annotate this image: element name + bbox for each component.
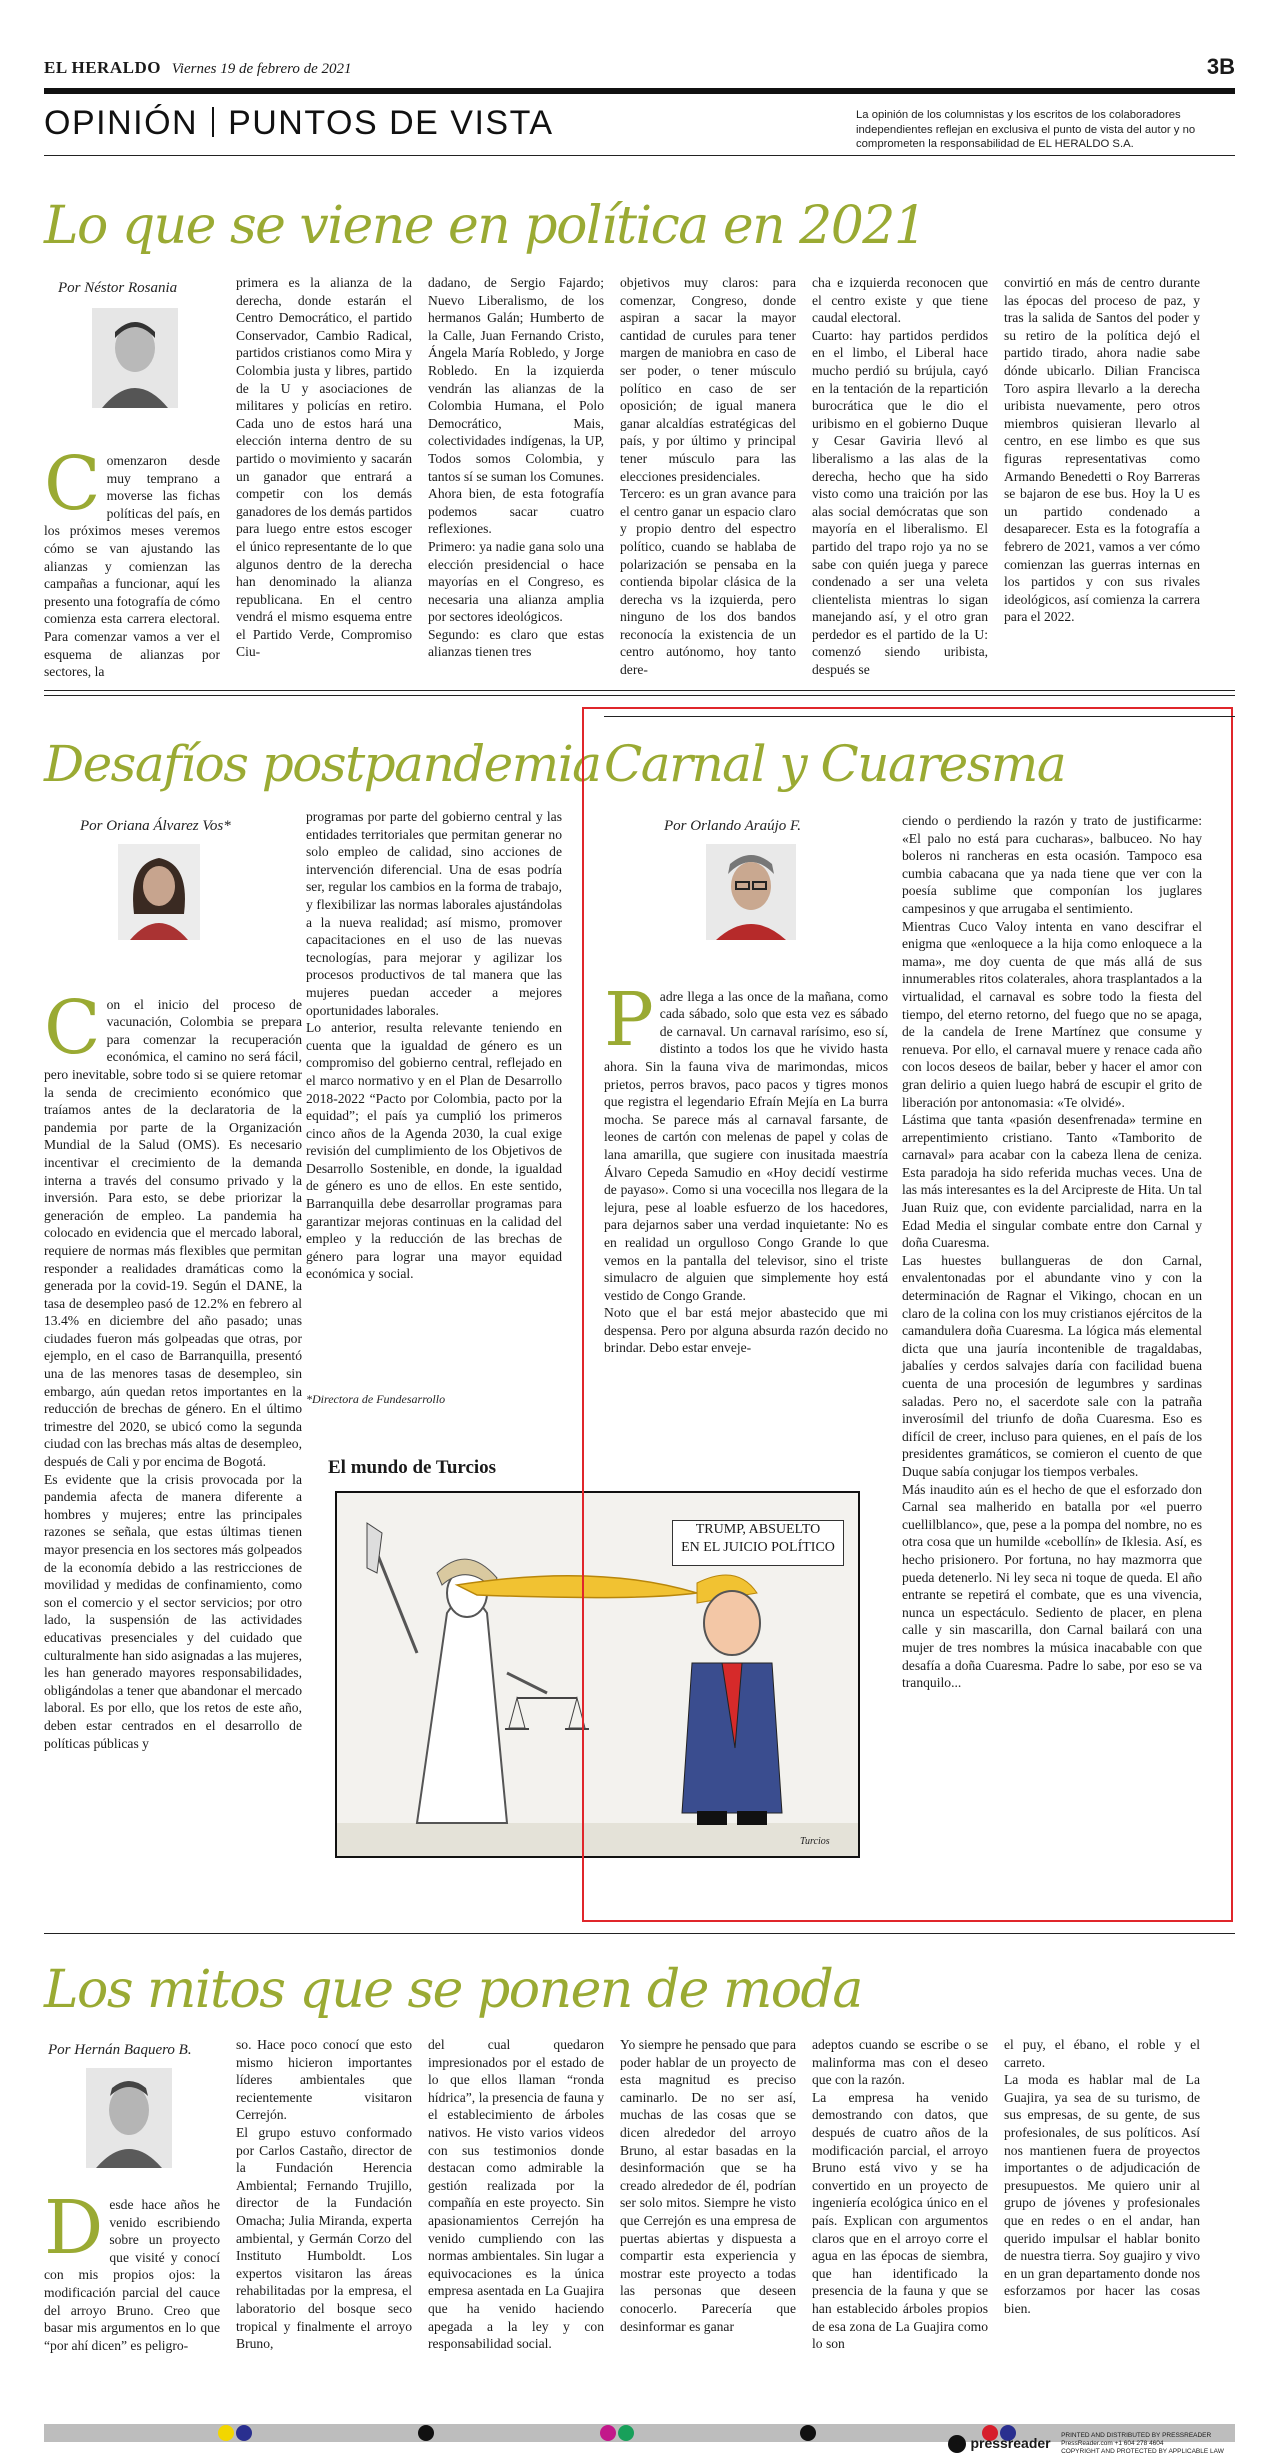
registration-dot-green bbox=[618, 2425, 634, 2441]
cartoon-caption-line2: EN EL JUICIO POLÍTICO bbox=[681, 1540, 835, 1555]
section-divider bbox=[212, 107, 214, 137]
article1-col-4: objetivos muy claros: para comenzar, Congreso, donde aspiran a sacar la mayor cantidad de curules para tener margen de maniobra en caso de ser poder, o tener músculo político en caso de ser oposición; de igual manera ganar alcaldías estratégicas del país, y por último y principal tener músculo para las elecciones presidenciales. Tercero: es un gran avance para el centro ganar un espacio claro y propio dentro del espectro político, cuando se hablaba de polarización se pensaba en la contienda bipolar clásica de la derecha vs la izquierda, pero ninguno de los dos bandos reconocía la existencia de un centro autónomo, hoy tanto dere- bbox=[620, 275, 796, 678]
article3-text-1: adre llega a las once de la mañana, como cada sábado, solo que esta vez es sábado de carnaval. Un carnaval rarísimo, eso sí, distinto a todos los que he vivido hasta ahora. Sin la fauna viva de marimondas, micos prietos, perros bravos, paco pacos y tigres monos que registra el legendario Efraín Mejía en La burra mocha. Se parece más al carnaval farsante, de leones de cartón con melenas de papel y colas de lana amarilla, que sugiere con inusitada maestría Álvaro Cepeda Samudio en «Hoy decidí vestirme de payaso». Como si una vocecilla nos llegara de la lejura, pese al loable esfuerzo de los hacedores, para dejarnos saber una verdad inquietante: No es en realidad un orgulloso Congo Grande lo que vemos en la pantalla del televisor, sino el triste simulacro de alguien que simplemente hoy está vestido de Congo Grande. Noto que el bar está mejor abastecido que mi despensa. Pero por alguna absurda razón decido no brindar. Debo estar enveje- bbox=[604, 988, 888, 1356]
author-portrait-rosania bbox=[92, 308, 178, 408]
article1-col-3: dadano, de Sergio Fajardo; Nuevo Liberalismo, de los hermanos Galán; Humberto de la Calle, Juan Fernando Cristo, Ángela María Robledo, y Jorge Robledo. En la izquierda vendrán las alianzas de la Colombia Humana, el Polo Democrático, Mais, colectividades indígenas, la UP, Todos somos Colombia, y tantos sí se suman los Comunes. Ahora bien, de esta fotografía podemos sacar cuatro reflexiones. Primero: ya nadie gana solo una elección presidencial o hace mayorías en el Congreso, es necesaria una alianza amplia por sectores ideológicos. Segundo: es claro que estas alianzas tienen tres bbox=[428, 275, 604, 660]
article3-title: Carnal y Cuaresma bbox=[604, 735, 1066, 793]
article4-col-3: del cual quedaron impresionados por el estado de lo que ellos llaman “ronda hídrica”, la presencia de fauna y el establecimiento de árboles nativos. He visto varios videos con sus testimonios donde destacan como admirable la gestión realizada por la compañía en este proyecto. Sin apasionamientos Cerrejón ha venido cumpliendo con las normas ambientales. Sin lugar a equivocaciones es la única empresa asentada en La Guajira que ha venido haciendo apegada a la ley y con responsabilidad social. bbox=[428, 2037, 604, 2352]
article4-col-2: so. Hace poco conocí que esto mismo hicieron importantes líderes ambientales que recientemente visitaron Cerrejón. El grupo estuvo conformado por Carlos Castaño, director de la Fundación Herencia Ambiental; Fernando Trujillo, director de la Fundación Omacha; Julia Miranda, experta ambiental, y Germán Corzo del Instituto Humboldt. Los expertos visitaron las áreas rehabilitadas por la empresa, el laboratorio del bosque seco tropical y finalmente el arroyo Bruno, bbox=[236, 2037, 412, 2352]
registration-dot-yellow bbox=[218, 2425, 234, 2441]
author-portrait-alvarez bbox=[118, 844, 200, 940]
article4-text-1: esde hace años he venido escribiendo sobre un proyecto que visité y conocí con mis propios ojos: la modificación parcial del cauce del arroyo Bruno. Creo que basar mis argumentos en lo que “por ahí dicen” es peligro- bbox=[44, 2197, 220, 2353]
article4-col-6: el puy, el ébano, el roble y el carreto. La moda es hablar mal de La Guajira, ya sea de su turismo, de sus empresas, de su gente, de sus profesionales, de sus políticos. Así nos mantienen fuera de proyectos importantes o de adjudicación de presupuestos. Me quiero unir al grupo de jóvenes y profesionales que en redes o en el andar, han querido impulsar el hablar bonito de nuestra tierra. Soy guajiro y vivo en un gran departamento donde nos esforzamos por hacer las cosas bien. bbox=[1004, 2037, 1200, 2316]
article3-col-2: ciendo o perdiendo la razón y trato de justificarme: «El palo no está para cucharas», balbuceo. No hay boleros ni rancheras en esta ocasión. Tampoco esa cumbia cabacana que ya nada tiene que ver con la poesía sublime que componían los juglares campesinos y que arrugaba el sentimiento. Mientras Cuco Valoy intenta en vano descifrar el enigma que «enloquece a la hija como enloquece a la mama», me doy cuenta de que más allá de sus innumerables ritos colaterales, ahora trasplantados a la virtualidad, el carnaval es sobre todo la fiesta del tiempo, del eterno retorno, del fuego que no se apaga, de la candela de Irene Martínez que consume y renueva. Por ello, el carnaval muere y renace cada año con locos deseos de bailar, beber y hacer el amor con gran delirio a quien luego habrá de escupir el grito de liberación por antonomasia: «Te olvidé». Lástima que tanta «pasión desenfrenada» termine en arrepentimiento cristiano. Tanto «Tamborito de carnaval» para acabar con la cabeza llena de ceniza. Esta paradoja ha sido referida muchas veces. Una de las más interesantes es la del Arcipreste de Hita. Un tal Juan Ruiz que, con evidente parcialidad, narra en la Edad Media el singular combate entre don Carnal y doña Cuaresma. Las huestes bullangueras de don Carnal, envalentonadas por el abundante vino y con la determinación de Ragnar el Vikingo, chocan en un claro de la colina con los muy cristianos ejércitos de la camandulera doña Cuaresma. La lógica más elemental dicta que una jauría incontenible de tragaldabas, jabalíes y cerdos salvajes daría con facilidad buena cuenta de una procesión de legumbres y sardinas saladas. Pero no, el sacerdote sale con la patraña inverosímil del triunfo de doña Cuaresma. Eso es difícil de creer, incluso para quienes, en el país de los presidentes gramáticos, se comieron el cuento de que Duque sabía conjugar los tiempos verbales. Más inaudito aún es el hecho de que el esforzado don Carnal sea malherido en batalla por «el puerro cuellilblanco», que, pese a la pompa del nombre, no es otra cosa que un humilde «cebollín» de Iklesia. Así, es hecho prisionero. Por fortuna, no hay mazmorra que pueda detenerlo. Ni ley seca ni toque de queda. El año entrante se repetirá el combate, que es una vivencia, nunca un espectáculo. Sediento de placer, en plena calle y sin mascarilla, don Carnal bailará con una mujer de tres nombres la música inacabable con que desafía a doña Cuaresma. Padre lo sabe, por eso se va tranquilo... bbox=[902, 813, 1202, 1691]
article4-title: Los mitos que se ponen de moda bbox=[44, 1960, 862, 2020]
article4-dropcap: D bbox=[44, 2185, 104, 2271]
header-rule bbox=[44, 88, 1235, 94]
registration-dot-black-2 bbox=[800, 2425, 816, 2441]
article2-dropcap: C bbox=[44, 984, 101, 1071]
section-rule bbox=[44, 155, 1235, 156]
article2-col-1 bbox=[44, 978, 302, 1868]
pressreader-icon bbox=[948, 2435, 966, 2453]
article1-bottom-rule bbox=[44, 690, 1235, 691]
article2-footnote: *Directora de Fundesarrollo bbox=[306, 1392, 446, 1406]
cartoon-signature: Turcios bbox=[800, 1836, 830, 1847]
article1-col-5: cha e izquierda reconocen que el centro existe y que tiene caudal electoral. Cuarto: hay partidos perdidos en el limbo, el Liberal hace mucho perdió su brújula, cayó en la tentación de la repartición burocrática que le dio el uribismo en el gobierno Duque y Cesar Gaviria llevó al liberalismo a las alas de la derecha, hecho que ha sido visto como una traición por las alas social demócratas que son mayoría en el liberalismo. El partido del trapo rojo ya no se sabe con quién juega y parece condenado a ser una veleta clientelista mientras lo sigan manejando así, y el otro gran perdedor es el partido de la U: comenzó siendo uribista, después se bbox=[812, 275, 988, 678]
article1-col-6: convirtió en más de centro durante las épocas del proceso de paz, y tras la salida de Santos del poder y su retiro de la política dejó el partido tirado, ahora nadie sabe dónde ubicarlo. Dilian Francisca Toro aspira llevarlo a la derecha uribista nuevamente, pero otros miembros quisieran llevarlo al centro, en ese limbo es que sus figuras representativas como Armando Benedetti o Roy Barreras se bajaron de ese bus. Hoy la U es un partido condenado a desaparecer. Esta es la fotografía a febrero de 2021, vamos a ver cómo comienzan las guerras internas en los partidos y con sus rivales ideológicos, así comienza la carrera para el 2022. bbox=[1004, 275, 1200, 625]
article3-dropcap: P bbox=[604, 976, 654, 1063]
article4-top-rule bbox=[44, 1933, 1235, 1934]
page-number: 3B bbox=[1206, 54, 1235, 79]
author-portrait-baquero bbox=[86, 2068, 172, 2168]
section-name: OPINIÓN bbox=[44, 104, 199, 142]
article4-col-4: Yo siempre he pensado que para poder hablar de un proyecto de esta magnitud es preciso caminarlo. De no ser así, muchas de las cosas que se dicen alrededor del arroyo Bruno, al estar basadas en la desinformación que se ha creado alrededor de él, podrían ser solo mitos. Siempre he visto que Cerrejón es una empresa de puertas abiertas y dispuesta a compartir esta experiencia y mostrar este proyecto a todas las personas que deseen conocerlo. Parecería que desinformar es ganar bbox=[620, 2037, 796, 2334]
article4-col-5: adeptos cuando se escribe o se malinforma mas con el deseo que con la razón. La empresa ha venido demostrando con datos, que después de cuatro años de la modificación parcial, el arroyo Bruno está vivo y se ha convertido en un proyecto de ingeniería ecológica único en el país. Explican con argumentos claros que en el arroyo corre el agua en las épocas de siembra, que han identificado la presencia de la fauna y que se han establecido árboles propios de esa zona de La Guajira como lo son bbox=[812, 2037, 988, 2352]
pressreader-line2: PressReader.com +1 604 278 4604 bbox=[1061, 2440, 1164, 2447]
article1-byline: Por Néstor Rosania bbox=[58, 280, 178, 296]
article1-bottom-rule-2 bbox=[44, 695, 1235, 696]
subsection-name: PUNTOS DE VISTA bbox=[228, 104, 554, 142]
article1-dropcap: C bbox=[44, 441, 101, 527]
article4-byline: Por Hernán Baquero B. bbox=[48, 2042, 192, 2058]
article3-col-1 bbox=[604, 970, 888, 1490]
article1-col-1 bbox=[44, 441, 220, 680]
cartoon-caption-line1: TRUMP, ABSUELTO bbox=[695, 1522, 821, 1537]
article3-byline: Por Orlando Araújo F. bbox=[664, 818, 801, 834]
registration-dot-blue bbox=[236, 2425, 252, 2441]
pressreader-small-print bbox=[1061, 2432, 1224, 2456]
registration-dot-black bbox=[418, 2425, 434, 2441]
article2-col-2: programas por parte del gobierno central y las entidades territoriales que permitan generar no solo empleo de calidad, sino acciones de intervención diferencial. Una de esas podría ser, regular los cambios en la forma de trabajo, y flexibilizar las normas laborales ajustándolas a la nueva realidad; así mismo, promover capacitaciones en el uso de las nuevas tecnologías, para mejorar y agilizar los procesos productivos de tal manera que las mujeres puedan acceder a mejores oportunidades laborales. Lo anterior, resulta relevante teniendo en cuenta que la igualdad de género es un compromiso del gobierno central, reflejado en el marco normativo y en el Plan de Desarrollo 2018-2022 “Pacto por Colombia, pacto por la equidad”; el país ya cumplió los primeros cinco años de la Agenda 2030, la cual exige revisión del cumplimiento de los Objetivos de Desarrollo Sostenible, en donde, la igualdad de género es uno de ellos. En este sentido, Barranquilla debe desarrollar programas para garantizar mejoras continuas en la calidad del empleo y la reducción de las brechas de género para lograr una mayor equidad económica y social. bbox=[306, 809, 562, 1282]
issue-date: Viernes 19 de febrero de 2021 bbox=[171, 61, 352, 77]
author-portrait-araujo bbox=[706, 844, 796, 940]
masthead bbox=[44, 58, 352, 78]
article1-title: Lo que se viene en política en 2021 bbox=[44, 196, 926, 256]
article3-top-rule bbox=[604, 716, 1235, 717]
registration-dot-magenta bbox=[600, 2425, 616, 2441]
pressreader-line3: COPYRIGHT AND PROTECTED BY APPLICABLE LAW bbox=[1061, 2448, 1224, 2455]
cartoon-title: El mundo de Turcios bbox=[328, 1457, 497, 1478]
article1-col-2: primera es la alianza de la derecha, donde estarán el Centro Democrático, el partido Conservador, Cambio Radical, partidos cristianos como Mira y Colombia justa y libres, partido de la U y asociaciones de militares y policías en retiro. Cada uno de estos hará una elección interna dentro de su partido o movimiento y sacarán un ganador que entrará a competir con los demás ganadores de los demás partidos para luego entre estos escoger el único representante de lo que algunos dentro de la derecha han denominado la alianza republicana. En el centro vendrá el mismo esquema entre el Partido Verde, Compromiso Ciu- bbox=[236, 275, 412, 660]
pressreader-badge[interactable] bbox=[948, 2432, 1224, 2458]
article2-title: Desafíos postpandemia bbox=[44, 735, 601, 793]
article2-byline: Por Oriana Álvarez Vos* bbox=[80, 818, 231, 834]
pressreader-logo: pressreader bbox=[970, 2435, 1051, 2452]
article1-text-1: omenzaron desde muy temprano a moverse las fichas políticas del país, en los próximos meses veremos cómo se van ajustando las alianzas y comienzan las campañas a funcionar, aquí les presento una fotografía de cómo comienza esta carrera electoral. Para comenzar vamos a ver el esquema de alianzas por sectores, la bbox=[44, 453, 220, 680]
section-title bbox=[44, 104, 554, 143]
article2-text-1: on el inicio del proceso de vacunación, Colombia se prepara para comenzar la recuperación económica, el camino no será fácil, pero inevitable, sobre todo si se quiere retomar la senda de crecimiento económico que traíamos antes de la declaratoria de la pandemia por parte de la Organización Mundial de la Salud (OMS). Es necesario incentivar el crecimiento de la demanda interna a través del consumo privado y la inversión. Para esto, se debe priorizar la generación de empleo. La pandemia ha colocado en evidencia que el mercado laboral, requiere de normas más flexibles que permitan responder a realidades dramáticas como la generada por la covid-19. Según el DANE, la tasa de desempleo pasó de 12.2% en febrero al 13.4% en diciembre del año pasado; unas ciudades fueron más golpeadas que otras, por ejemplo, en el caso de Barranquilla, presentó una de las menores tasas de desempleo, sin embargo, aún quedan retos importantes en la reducción de brechas de género. En el último trimestre del 2020, se ubicó como la segunda ciudad con las brechas más altas de desempleo, después de Cali y por encima de Bogotá. Es evidente que la crisis provocada por la pandemia afecta de manera diferente a hombres y mujeres; entre las principales razones se señala, que estas últimas tienen mayor presencia en los sectores más golpeados de la economía debido a las restricciones de movilidad y medidas de confinamiento, como son el comercio y el sector servicios; por otro lado, la suspensión de las actividades educativas presenciales y del cuidado que culturalmente han sido asignadas a las mujeres, les han generado mayores responsabilidades, obligándolas a tener que abandonar el mercado laboral. Es por ello, que los retos de este año, deben estar centrados en el desarrollo de políticas públicas y bbox=[44, 996, 302, 1751]
article4-col-1 bbox=[44, 2185, 220, 2392]
editorial-disclaimer: La opinión de los columnistas y los escritos de los colaboradores independientes reflejan en exclusiva el punto de vista del autor y no comprometen la responsabilidad de EL HERALDO S.A. bbox=[856, 109, 1196, 150]
pressreader-line1: PRINTED AND DISTRIBUTED BY PRESSREADER bbox=[1061, 2432, 1212, 2439]
newspaper-name: EL HERALDO bbox=[44, 58, 161, 77]
